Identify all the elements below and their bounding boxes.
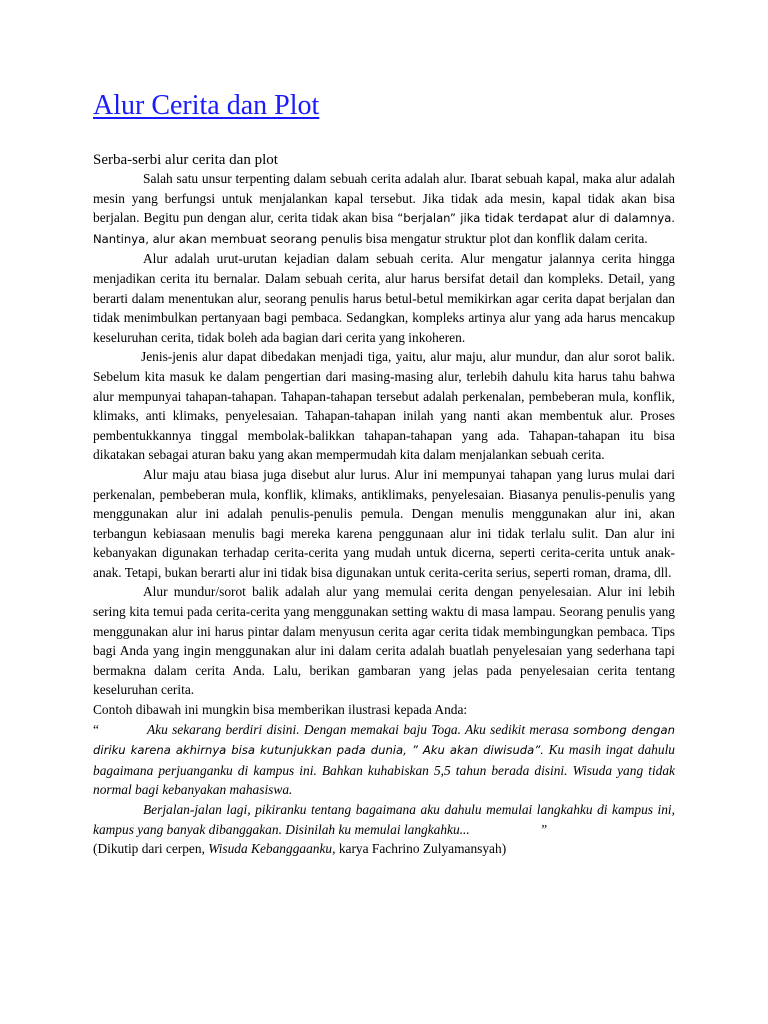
document-subtitle: Serba-serbi alur cerita dan plot: [93, 152, 278, 168]
quote-1-part-c: Ku masih ingat dahulu bagaimana perjuanganku di kampus ini. Bahkan kuhabiskan 5,5 tahun berada disini. Wisuda yang tidak normal bagi kebanyakan mahasiswa.: [93, 742, 675, 798]
paragraph-4: Alur maju atau biasa juga disebut alur lurus. Alur ini mempunyai tahapan yang lurus mulai dari perkenalan, pembeberan mula, konflik, klimaks, antiklimaks, penyelesaian. Biasanya penulis-penulis yang menggunakan alur ini adalah penulis-penulis pemula. Dengan menulis menggunakan alur ini, akan terbangun kebiasaan menulis bagi mereka karena penggunaan alur ini tidak terlalu sulit. Dan alur ini kebanyakan digunakan terhadap cerita-cerita yang mudah untuk dicerna, seperti cerita-cerita untuk anak-anak. Tetapi, bukan berarti alur ini tidak bisa digunakan untuk cerita-cerita serius, seperti roman, drama, dll.: [93, 466, 675, 580]
citation: [93, 839, 675, 859]
document-title: Alur Cerita dan Plot: [93, 90, 320, 121]
citation-title: Wisuda Kebanggaanku,: [208, 841, 336, 857]
document-content: [93, 88, 675, 859]
citation-after: karya Fachrino Zulyamansyah): [335, 841, 507, 857]
citation-before: (Dikutip dari cerpen,: [93, 841, 209, 857]
quote-open-mark: “: [93, 721, 99, 737]
quote-close-mark: ”: [539, 821, 548, 837]
paragraph-6: Contoh dibawah ini mungkin bisa memberikan ilustrasi kepada Anda:: [93, 702, 468, 718]
paragraph-2: Alur adalah urut-urutan kejadian dalam sebuah cerita. Alur mengatur jalannya cerita hingga menjadikan cerita itu bernalar. Dalam sebuah cerita, alur harus bersifat detail dan kompleks. Detail, yang berarti dalam menentukan alur, seorang penulis harus betul-betul memikirkan agar cerita dapat berjalan dan tidak menimbulkan pertanyaan bagi pembaca. Sedangkan, kompleks artinya alur yang ada harus mencakup keseluruhan cerita, tidak boleh ada bagian dari cerita yang inkoheren.: [93, 251, 675, 345]
paragraph-1-part-a: Salah satu unsur terpenting dalam sebuah cerita adalah alur. Ibarat sebuah kapal, maka alur adalah mesin yang berfungsi untuk menjalankan kapal tersebut. Jika tidak ada mesin, kapal tidak akan bisa berjalan. Begitu pun dengan alur, cerita tidak akan bisa: [93, 171, 675, 226]
quote-paragraph-1: [93, 720, 675, 800]
quote-2-part-a: Berjalan-jalan lagi, pikiranku tentang bagaimana aku dahulu memulai langkahku di kampus ini, kampus yang banyak dibanggakan. Disinilah ku memulai langkahku...: [93, 802, 675, 837]
quote-1-part-a: Aku sekarang berdiri disini. Dengan memakai baju Toga. Aku sedikit merasa: [146, 721, 574, 737]
paragraph-1: [93, 169, 675, 249]
quote-paragraph-2: [93, 800, 675, 839]
paragraph-1-part-c: bisa mengatur struktur plot dan konflik dalam cerita.: [362, 230, 648, 246]
quote-1-part-b: sombong dengan diriku karena akhirnya bisa kutunjukkan pada dunia, ” Aku akan diwisuda”.: [93, 722, 675, 758]
paragraph-3: Jenis-jenis alur dapat dibedakan menjadi tiga, yaitu, alur maju, alur mundur, dan alur sorot balik. Sebelum kita masuk ke dalam pengertian dari masing-masing alur, terlebih dahulu kita harus tahu bahwa alur mempunyai tahapan-tahapan. Tahapan-tahapan tersebut adalah perkenalan, pembeberan mula, konflik, klimaks, anti klimaks, penyelesaian. Tahapan-tahapan inilah yang nanti akan membentuk alur. Proses pembentukkannya tinggal membolak-balikkan tahapan-tahapan yang ada. Tahapan-tahapan itu bisa dikatakan sebagai aturan baku yang akan mempermudah kita dalam menjalankan sebuah cerita.: [93, 349, 675, 463]
paragraph-1-part-b: “berjalan” jika tidak terdapat alur di dalamnya. Nantinya, alur akan membuat seorang penulis: [93, 211, 675, 246]
paragraph-5: Alur mundur/sorot balik adalah alur yang memulai cerita dengan penyelesaian. Alur ini lebih sering kita temui pada cerita-cerita yang menggunakan setting waktu di masa lampau. Seorang penulis yang menggunakan alur ini harus pintar dalam menyusun cerita agar cerita tidak membingungkan pembaca. Tips bagi Anda yang ingin menggunakan alur ini dalam cerita adalah buatlah penyelesaian yang sederhana tapi bermakna dalam cerita Anda. Lalu, berikan gambaran yang jelas pada penyelesaian cerita tentang keseluruhan cerita.: [93, 584, 675, 698]
